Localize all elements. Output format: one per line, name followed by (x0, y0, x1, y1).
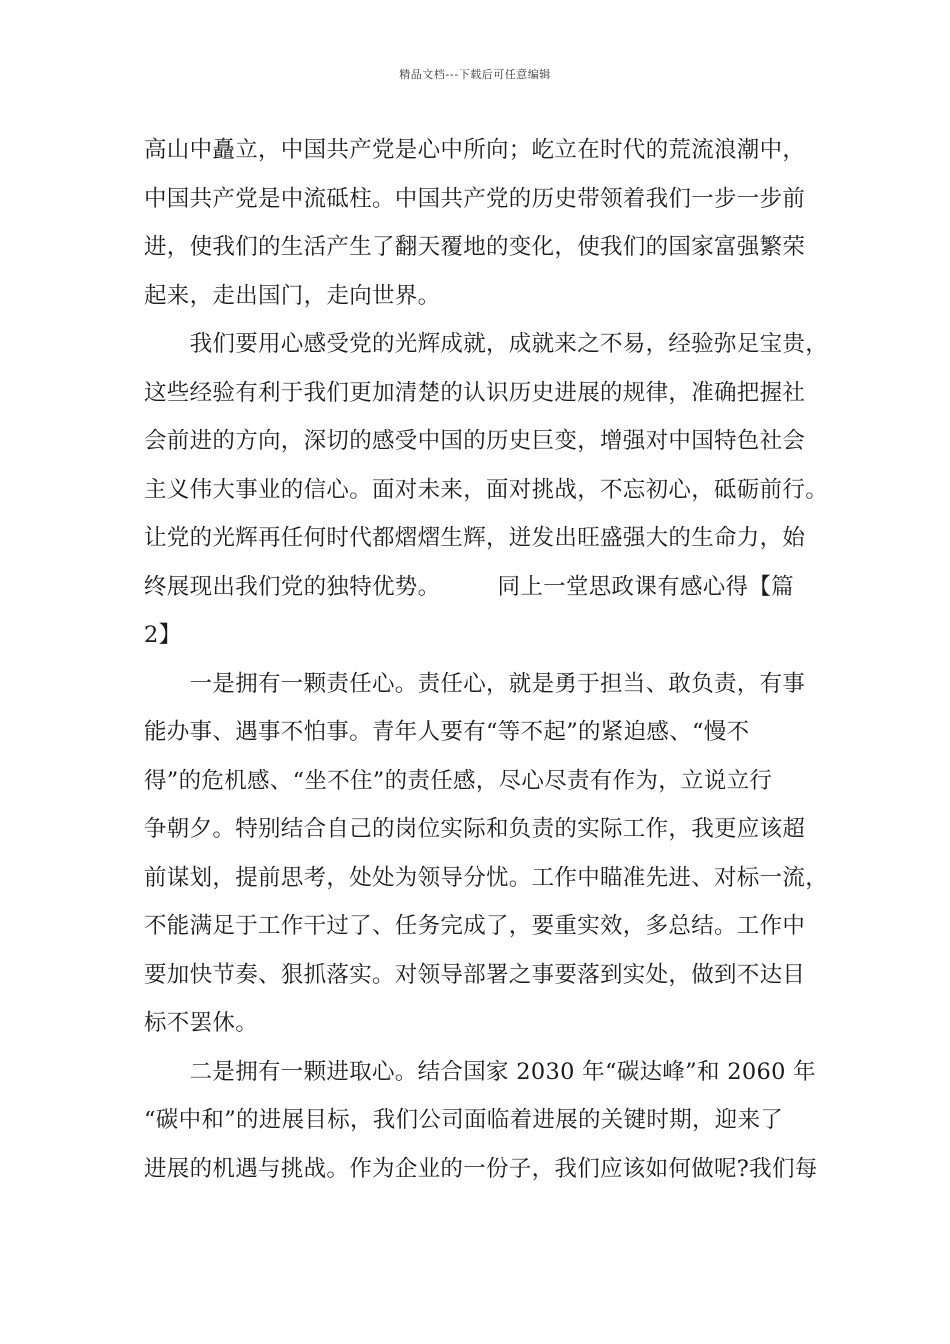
text-line: 让党的光辉再任何时代都熠熠生辉，迸发出旺盛强大的生命力，始 (144, 525, 806, 551)
text-line: 终展现出我们党的独特优势。 同上一堂思政课有感心得【篇 (144, 573, 794, 600)
text-line: 进展的机遇与挑战。作为企业的一份子，我们应该如何做呢?我们每 (144, 1155, 818, 1182)
page-header: 精品文档---下载后可任意编辑 (399, 68, 551, 81)
text-line: 高山中矗立，中国共产党是心中所向；屹立在时代的荒流浪潮中， (144, 137, 806, 163)
text-line: 2】 (144, 622, 182, 648)
text-line: 二是拥有一颗进取心。结合国家 2030 年“碳达峰”和 2060 年 (144, 1058, 816, 1085)
text-line: 中国共产党是中流砥柱。中国共产党的历史带领着我们一步一步前 (144, 185, 806, 212)
text-line: 起来，走出国门，走向世界。 (144, 282, 441, 309)
text-line: 主义伟大事业的信心。面对未来，面对挑战，不忘初心，砥砺前行。 (144, 476, 829, 503)
text-line: 得”的危机感、“坐不住”的责任感，尽心尽责有作为，立说立行 (144, 767, 773, 794)
text-line: 会前进的方向，深切的感受中国的历史巨变，增强对中国特色社会 (144, 428, 806, 454)
text-line: 不能满足于工作干过了、任务完成了，要重实效，多总结。工作中 (144, 913, 806, 939)
text-line: 前谋划，提前思考，处处为领导分忧。工作中瞄准先进、对标一流， (144, 864, 829, 891)
text-line: “碳中和”的进展目标，我们公司面临着进展的关键时期，迎来了 (144, 1107, 784, 1133)
text-line: 能办事、遇事不怕事。青年人要有“等不起”的紧迫感、“慢不 (144, 719, 750, 745)
text-line: 要加快节奏、狠抓落实。对领导部署之事要落到实处，做到不达目 (144, 961, 806, 988)
text-line: 一是拥有一颗责任心。责任心，就是勇于担当、敢负责，有事 (144, 670, 806, 697)
text-line: 标不罢休。 (144, 1010, 259, 1036)
text-line: 我们要用心感受党的光辉成就，成就来之不易，经验弥足宝贵， (144, 331, 829, 357)
text-line: 进，使我们的生活产生了翻天覆地的变化，使我们的国家富强繁荣 (144, 234, 806, 260)
document-body (144, 126, 829, 1193)
text-line: 这些经验有利于我们更加清楚的认识历史进展的规律，准确把握社 (144, 379, 806, 406)
text-line: 争朝夕。特别结合自己的岗位实际和负责的实际工作，我更应该超 (144, 816, 806, 842)
